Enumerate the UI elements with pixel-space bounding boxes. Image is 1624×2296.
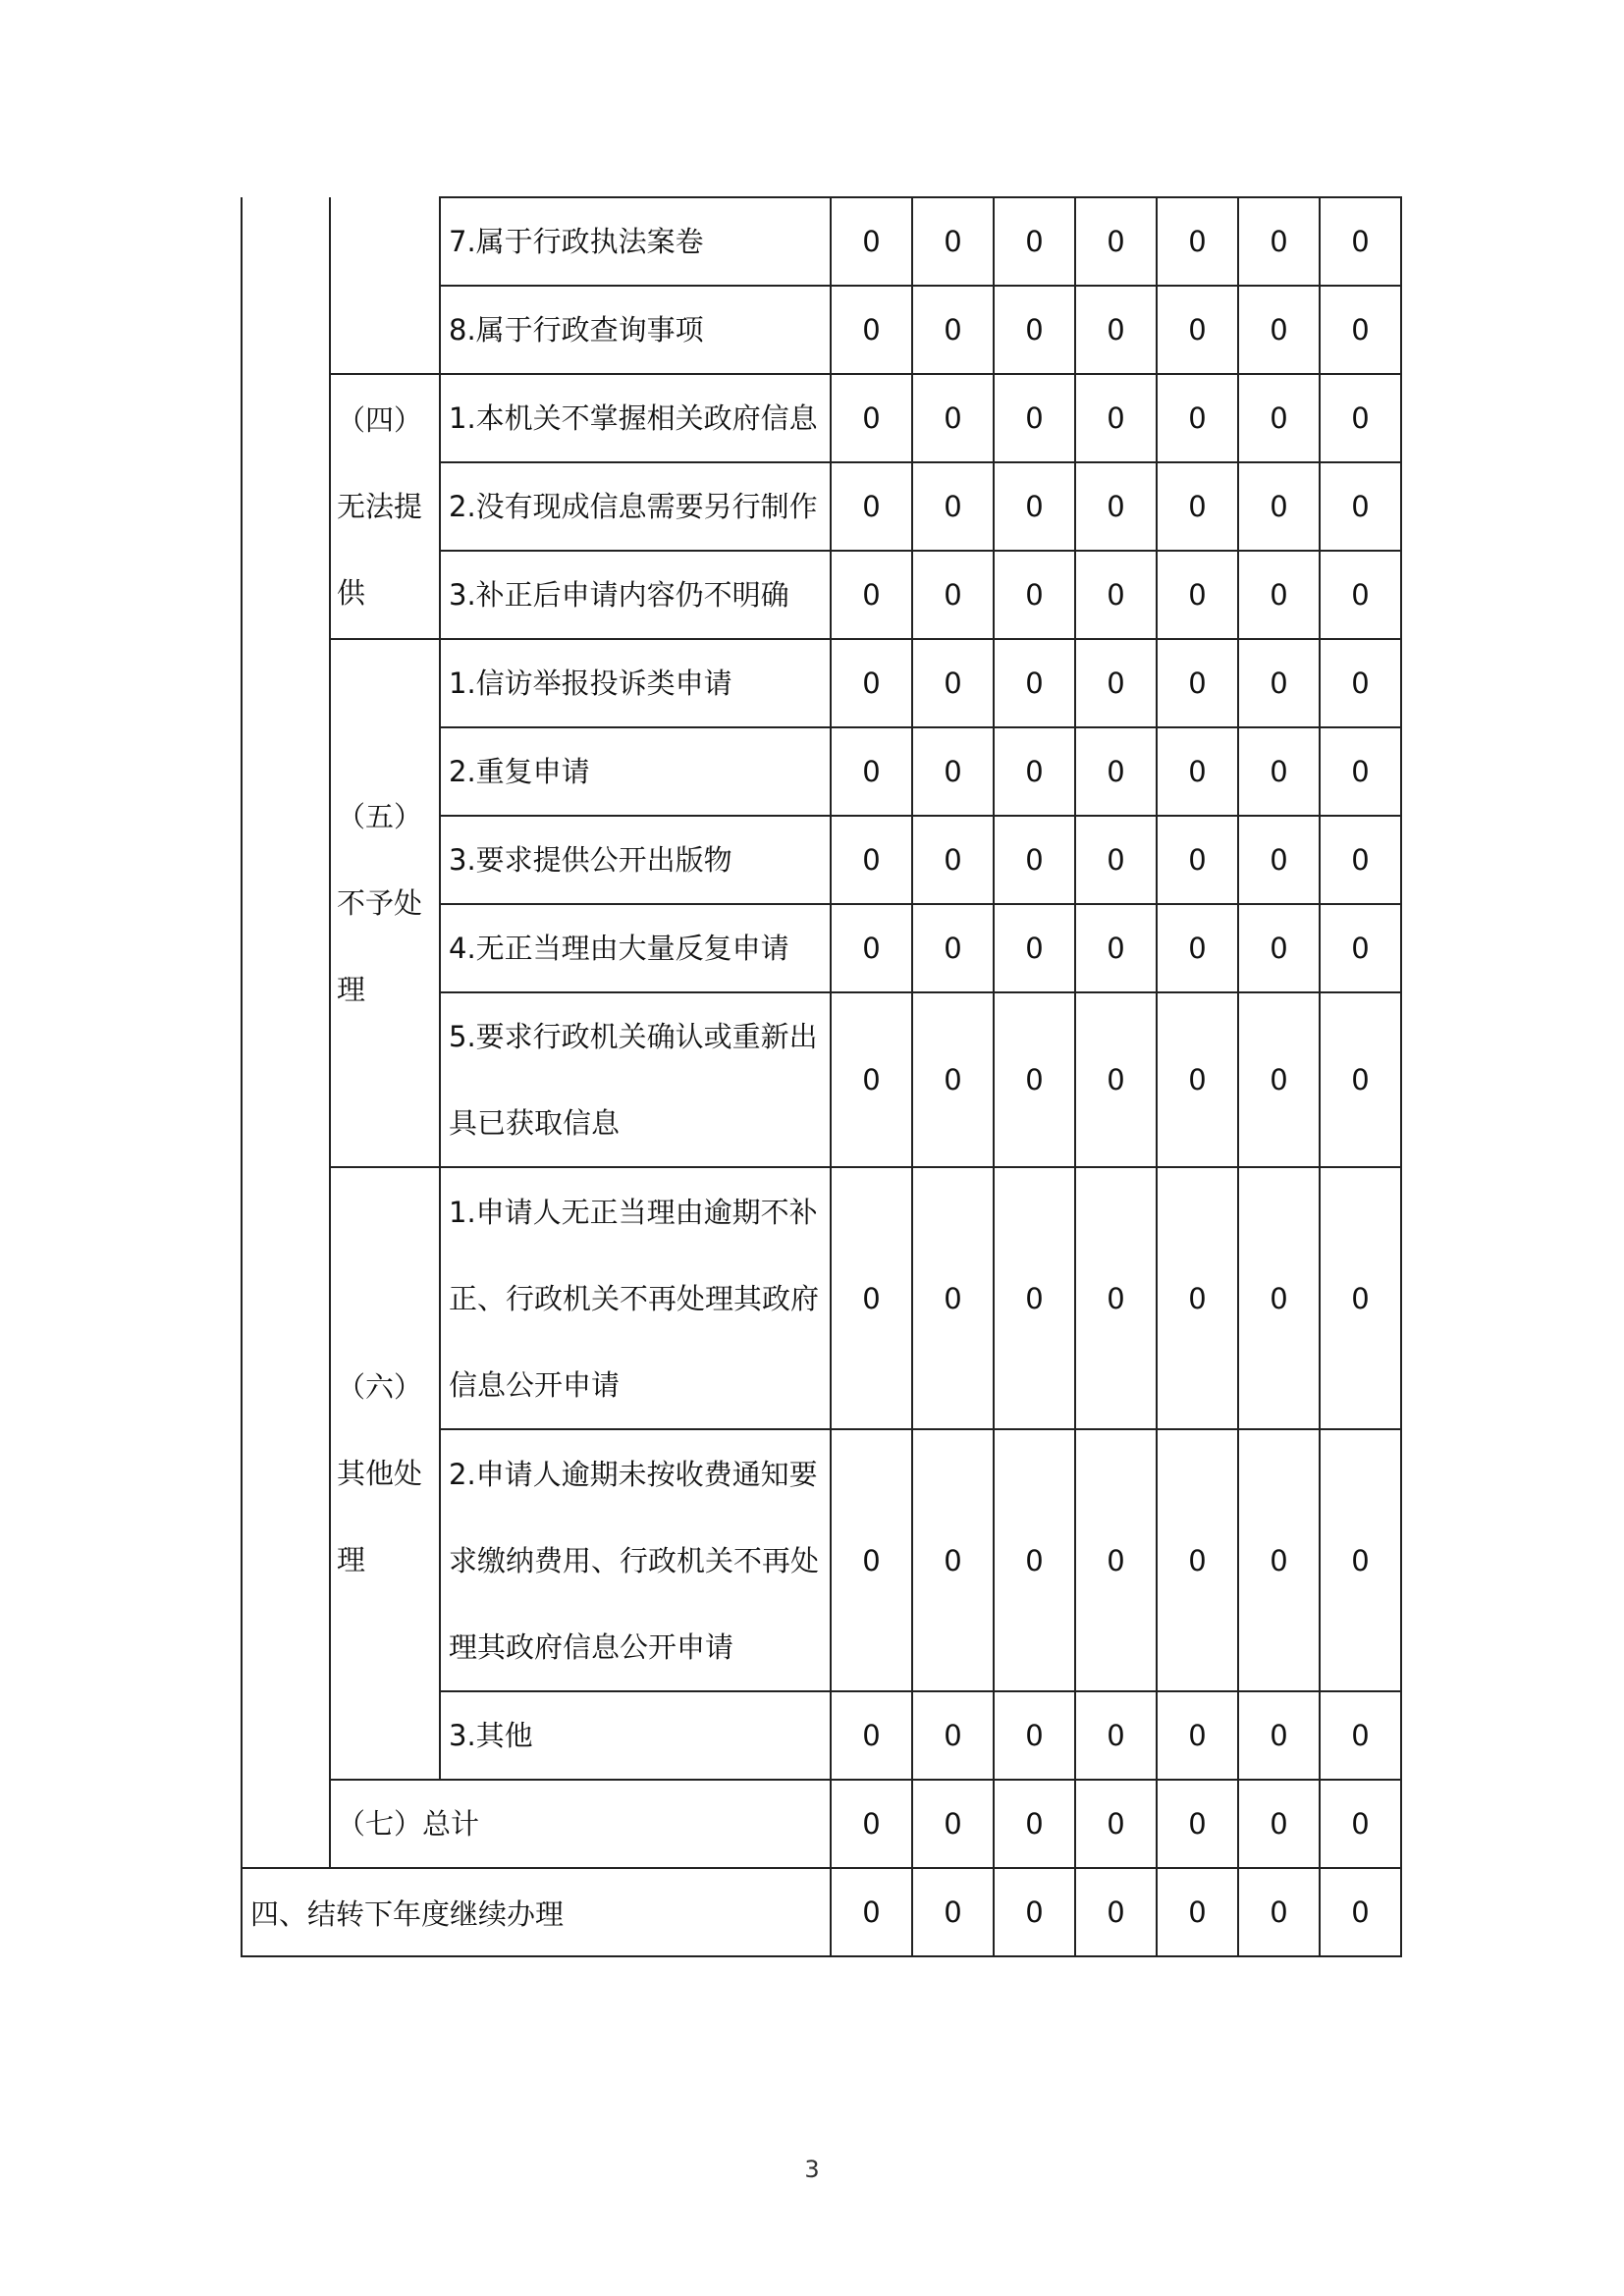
- value-cell: 0: [912, 1868, 994, 1956]
- value-cell: 0: [1238, 374, 1320, 462]
- value-cell: 0: [1320, 992, 1401, 1167]
- item-label-line: 信息公开申请: [449, 1367, 621, 1402]
- value-cell: 0: [912, 1780, 994, 1868]
- item-label: 7.属于行政执法案卷: [440, 197, 831, 286]
- value-cell: 0: [912, 904, 994, 992]
- value-cell: 0: [1320, 816, 1401, 904]
- group-label-continued: [330, 197, 440, 374]
- value-cell: 0: [912, 374, 994, 462]
- value-cell: 0: [994, 904, 1075, 992]
- value-cell: 0: [1157, 904, 1238, 992]
- value-cell: 0: [1075, 374, 1157, 462]
- value-cell: 0: [831, 374, 912, 462]
- item-label-line: 理其政府信息公开申请: [449, 1629, 734, 1664]
- group-label-line: （四）: [337, 403, 423, 437]
- value-cell: 0: [1075, 727, 1157, 816]
- value-cell: 0: [994, 992, 1075, 1167]
- group-label: [330, 1167, 440, 1780]
- value-cell: 0: [1238, 992, 1320, 1167]
- value-cell: 0: [1238, 1691, 1320, 1780]
- value-cell: 0: [994, 727, 1075, 816]
- item-label: 1.本机关不掌握相关政府信息: [440, 374, 831, 462]
- value-cell: 0: [912, 1429, 994, 1691]
- page-number: 3: [804, 2156, 820, 2183]
- value-cell: 0: [1157, 727, 1238, 816]
- item-label: [440, 1429, 831, 1691]
- value-cell: 0: [1075, 551, 1157, 639]
- value-cell: 0: [994, 639, 1075, 727]
- value-cell: 0: [831, 992, 912, 1167]
- value-cell: 0: [831, 462, 912, 551]
- item-label: [440, 1167, 831, 1429]
- value-cell: 0: [912, 1691, 994, 1780]
- value-cell: 0: [1075, 1868, 1157, 1956]
- value-cell: 0: [1075, 816, 1157, 904]
- value-cell: 0: [1320, 904, 1401, 992]
- value-cell: 0: [1075, 197, 1157, 286]
- value-cell: 0: [1157, 816, 1238, 904]
- item-label-line: 2.申请人逾期未按收费通知要: [449, 1457, 818, 1491]
- value-cell: 0: [912, 1167, 994, 1429]
- value-cell: 0: [1320, 1167, 1401, 1429]
- value-cell: 0: [1238, 197, 1320, 286]
- value-cell: 0: [912, 639, 994, 727]
- group-label: [330, 374, 440, 639]
- item-label: [440, 992, 831, 1167]
- carry-over-label: 四、结转下年度继续办理: [242, 1868, 831, 1956]
- table-row: [242, 1780, 1401, 1868]
- value-cell: 0: [1238, 727, 1320, 816]
- table-row: [242, 197, 1401, 286]
- outer-category-cell: [242, 197, 330, 1868]
- value-cell: 0: [1238, 904, 1320, 992]
- value-cell: 0: [1320, 1780, 1401, 1868]
- value-cell: 0: [1320, 1691, 1401, 1780]
- value-cell: 0: [1157, 639, 1238, 727]
- value-cell: 0: [912, 727, 994, 816]
- item-label-line: 5.要求行政机关确认或重新出: [449, 1020, 818, 1053]
- value-cell: 0: [1320, 551, 1401, 639]
- value-cell: 0: [1075, 286, 1157, 374]
- value-cell: 0: [1320, 1429, 1401, 1691]
- value-cell: 0: [1157, 374, 1238, 462]
- value-cell: 0: [994, 374, 1075, 462]
- item-label: 2.没有现成信息需要另行制作: [440, 462, 831, 551]
- value-cell: 0: [1320, 374, 1401, 462]
- value-cell: 0: [831, 727, 912, 816]
- group-label-line: （五）: [337, 800, 423, 833]
- value-cell: 0: [1238, 1868, 1320, 1956]
- item-label: 3.其他: [440, 1691, 831, 1780]
- value-cell: 0: [831, 904, 912, 992]
- value-cell: 0: [831, 1691, 912, 1780]
- total-label: （七）总计: [330, 1780, 831, 1868]
- value-cell: 0: [1157, 1691, 1238, 1780]
- value-cell: 0: [831, 1868, 912, 1956]
- item-label: 1.信访举报投诉类申请: [440, 639, 831, 727]
- item-label: 2.重复申请: [440, 727, 831, 816]
- value-cell: 0: [912, 816, 994, 904]
- value-cell: 0: [1238, 1780, 1320, 1868]
- value-cell: 0: [1075, 1167, 1157, 1429]
- group-label-line: 无法提: [337, 490, 423, 523]
- value-cell: 0: [1075, 1691, 1157, 1780]
- value-cell: 0: [1075, 1429, 1157, 1691]
- value-cell: 0: [912, 197, 994, 286]
- value-cell: 0: [1320, 639, 1401, 727]
- group-label-line: （六）: [337, 1370, 423, 1404]
- item-label: 3.要求提供公开出版物: [440, 816, 831, 904]
- value-cell: 0: [1238, 551, 1320, 639]
- item-label-line: 求缴纳费用、行政机关不再处: [449, 1543, 820, 1577]
- value-cell: 0: [831, 639, 912, 727]
- item-label-line: 1.申请人无正当理由逾期不补: [449, 1195, 818, 1229]
- value-cell: 0: [1320, 197, 1401, 286]
- group-label-line: 其他处: [337, 1457, 423, 1490]
- value-cell: 0: [1157, 197, 1238, 286]
- value-cell: 0: [1238, 639, 1320, 727]
- group-label-line: 理: [337, 973, 366, 1006]
- group-label-line: 不予处: [337, 886, 423, 920]
- value-cell: 0: [1157, 992, 1238, 1167]
- value-cell: 0: [1075, 462, 1157, 551]
- value-cell: 0: [994, 1868, 1075, 1956]
- value-cell: 0: [994, 197, 1075, 286]
- value-cell: 0: [1075, 639, 1157, 727]
- table-row: [242, 1167, 1401, 1429]
- value-cell: 0: [994, 1691, 1075, 1780]
- item-label-line: 具已获取信息: [449, 1106, 621, 1140]
- value-cell: 0: [994, 551, 1075, 639]
- value-cell: 0: [912, 286, 994, 374]
- value-cell: 0: [1157, 1429, 1238, 1691]
- table-row: [242, 639, 1401, 727]
- item-label: 3.补正后申请内容仍不明确: [440, 551, 831, 639]
- value-cell: 0: [831, 816, 912, 904]
- group-label: [330, 639, 440, 1167]
- table-row: [242, 374, 1401, 462]
- value-cell: 0: [1238, 1167, 1320, 1429]
- value-cell: 0: [831, 551, 912, 639]
- value-cell: 0: [912, 551, 994, 639]
- value-cell: 0: [1157, 1780, 1238, 1868]
- value-cell: 0: [994, 1167, 1075, 1429]
- value-cell: 0: [1157, 1868, 1238, 1956]
- value-cell: 0: [1238, 1429, 1320, 1691]
- value-cell: 0: [1238, 286, 1320, 374]
- value-cell: 0: [831, 1167, 912, 1429]
- value-cell: 0: [1075, 904, 1157, 992]
- value-cell: 0: [1320, 286, 1401, 374]
- value-cell: 0: [912, 462, 994, 551]
- value-cell: 0: [994, 816, 1075, 904]
- value-cell: 0: [1157, 1167, 1238, 1429]
- value-cell: 0: [831, 286, 912, 374]
- value-cell: 0: [831, 197, 912, 286]
- value-cell: 0: [994, 1780, 1075, 1868]
- value-cell: 0: [831, 1429, 912, 1691]
- value-cell: 0: [994, 462, 1075, 551]
- value-cell: 0: [831, 1780, 912, 1868]
- value-cell: 0: [912, 992, 994, 1167]
- value-cell: 0: [1320, 727, 1401, 816]
- value-cell: 0: [994, 1429, 1075, 1691]
- item-label: 4.无正当理由大量反复申请: [440, 904, 831, 992]
- value-cell: 0: [1238, 462, 1320, 551]
- value-cell: 0: [1075, 992, 1157, 1167]
- value-cell: 0: [994, 286, 1075, 374]
- value-cell: 0: [1157, 551, 1238, 639]
- value-cell: 0: [1320, 1868, 1401, 1956]
- table-body: [242, 197, 1401, 1956]
- item-label-line: 正、行政机关不再处理其政府: [449, 1281, 820, 1315]
- value-cell: 0: [1157, 462, 1238, 551]
- value-cell: 0: [1157, 286, 1238, 374]
- value-cell: 0: [1075, 1780, 1157, 1868]
- group-label-line: 供: [337, 576, 366, 610]
- value-cell: 0: [1320, 462, 1401, 551]
- item-label: 8.属于行政查询事项: [440, 286, 831, 374]
- disclosure-stats-table: [241, 196, 1402, 1957]
- value-cell: 0: [1238, 816, 1320, 904]
- group-label-line: 理: [337, 1543, 366, 1576]
- table-row: [242, 1868, 1401, 1956]
